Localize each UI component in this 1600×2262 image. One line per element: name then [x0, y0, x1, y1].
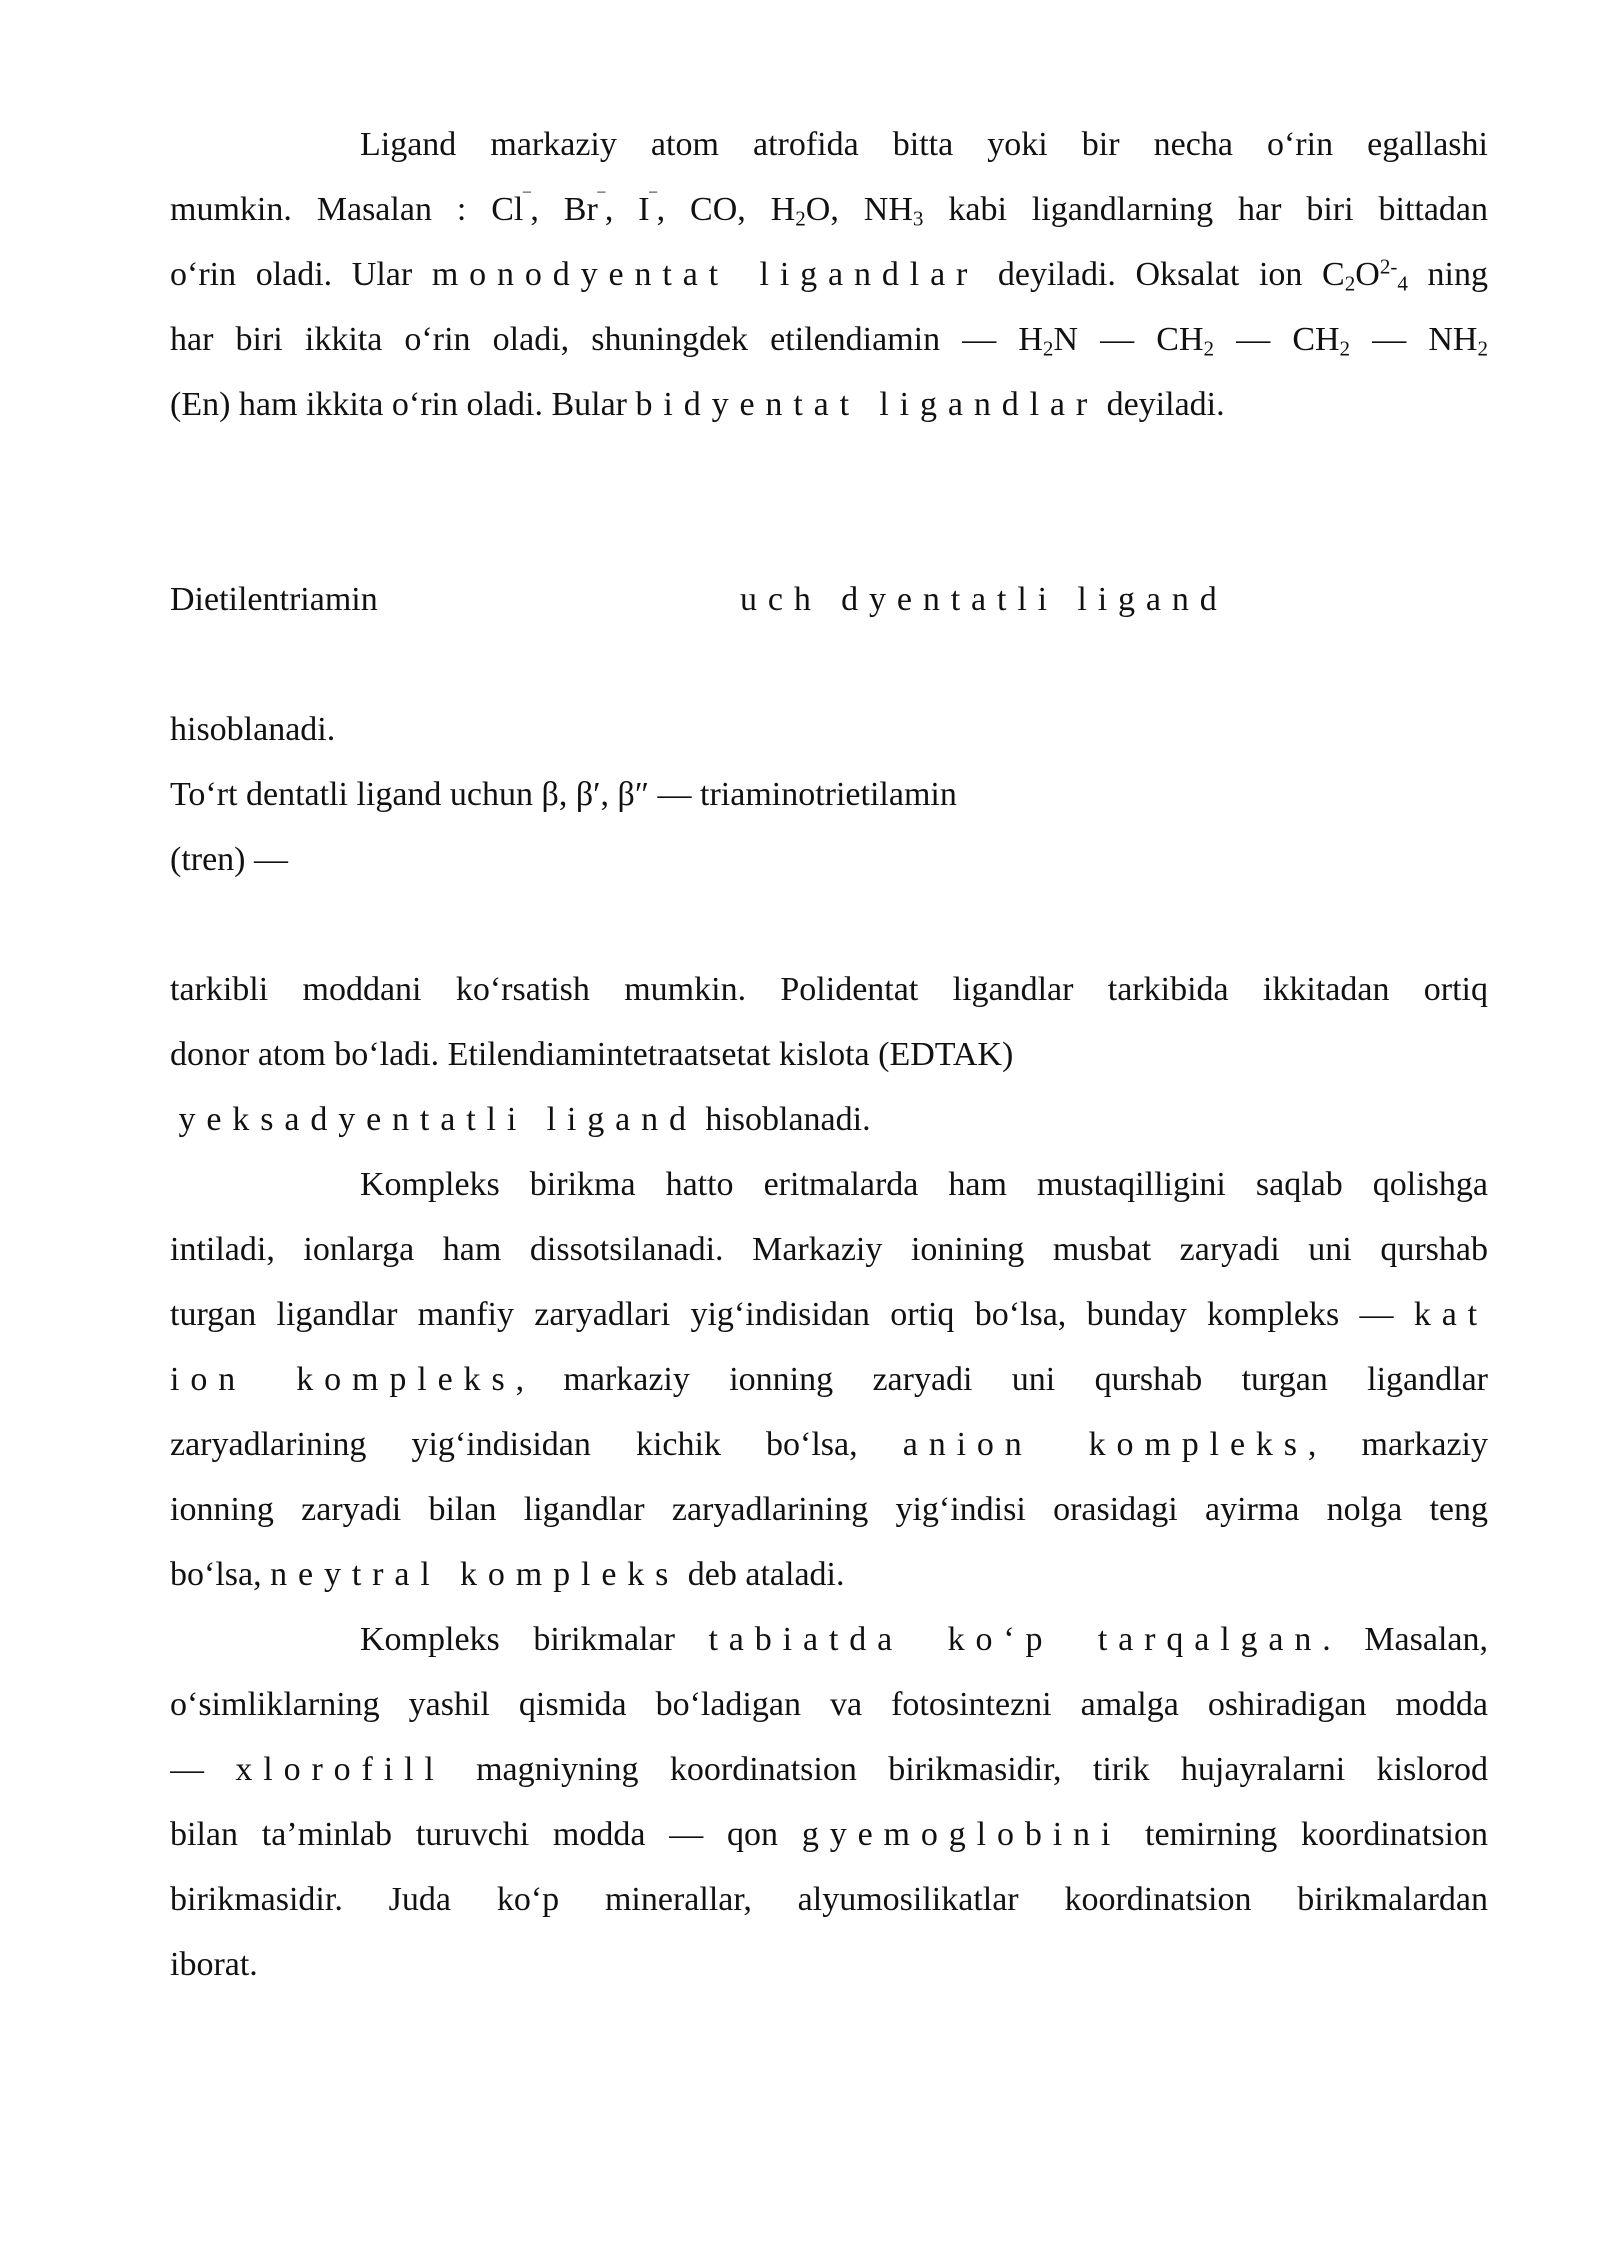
text-line: o‘rin oladi. Ular monodyentat ligandlar deyiladi. Oksalat ion $C_2O^{2-}_4$ ning [170, 254, 1488, 296]
paragraph-monodentate [170, 112, 1488, 437]
text-line: hisoblanadi. [170, 711, 336, 748]
spaced-term: anion kompleks [902, 1426, 1308, 1463]
spaced-term: xlorofill [235, 1751, 445, 1788]
text-line: (tren) — [170, 841, 289, 878]
spaced-term: tabiatda ko‘p tarqalgan [708, 1621, 1323, 1658]
text-line: ion kompleks, markaziy ionning zaryadi uni qurshab turgan ligandlar [170, 1361, 1488, 1398]
text-line: mumkin. Masalan : Cl‾, Br‾, I‾, CO, $H_2O$, $NH_3$ kabi ligandlarning har biri bittadan [170, 189, 1488, 231]
text-line: Kompleks birikma hatto eritmalarda ham mustaqilligini saqlab qolishga [360, 1166, 1488, 1203]
spaced-term: neytral kompleks [270, 1556, 680, 1593]
text-line: yeksadyentatli ligand hisoblanadi. [178, 1101, 871, 1138]
paragraph-polydentate [170, 957, 1488, 1152]
blank-space [170, 892, 1488, 957]
text-line: donor atom bo‘ladi. Etilendiamintetraatsetat kislota (EDTAK) [170, 1036, 1014, 1073]
tridentate-row [170, 567, 1488, 632]
text-line: bo‘lsa, neytral kompleks deb ataladi. [170, 1556, 845, 1593]
spaced-term: kat [1413, 1296, 1488, 1333]
document-page [170, 112, 1488, 1997]
text-line: ionning zaryadi bilan ligandlar zaryadlarining yig‘indisi orasidagi ayirma nolga teng [170, 1491, 1488, 1528]
paragraph-complex-charge [170, 1152, 1488, 1607]
dietilentriamin-label: Dietilentriamin [170, 581, 378, 618]
text-line: Ligand markaziy atom atrofida bitta yoki bir necha o‘rin egallashi [360, 126, 1488, 163]
paragraph-tetradentate [170, 697, 1488, 892]
text-line: tarkibli moddani ko‘rsatish mumkin. Polidentat ligandlar tarkibida ikkitadan ortiq [170, 971, 1488, 1008]
spaced-term: monodyentat ligandlar [431, 256, 979, 293]
text-line: birikmasidir. Juda ko‘p minerallar, alyumosilikatlar koordinatsion birikmalardan [170, 1881, 1488, 1918]
spaced-term: bidyentat ligandlar [635, 386, 1099, 423]
paragraph-nature [170, 1607, 1488, 1997]
text-line: iborat. [170, 1946, 258, 1983]
text-line: o‘simliklarning yashil qismida bo‘ladigan va fotosintezni amalga oshiradigan modda [170, 1686, 1488, 1723]
text-line: intiladi, ionlarga ham dissotsilanadi. Markaziy ionining musbat zaryadi uni qurshab [170, 1231, 1488, 1268]
blank-space [170, 437, 1488, 502]
text-line: — xlorofill magniyning koordinatsion birikmasidir, tirik hujayralarni kislorod [170, 1751, 1488, 1788]
text-line: zaryadlarining yig‘indisidan kichik bo‘lsa, anion kompleks, markaziy [170, 1426, 1488, 1463]
text-line: Kompleks birikmalar tabiatda ko‘p tarqalgan. Masalan, [360, 1621, 1488, 1658]
text-line: To‘rt dentatli ligand uchun β, β′, β″ — triaminotrietilamin [170, 776, 957, 813]
text-line: turgan ligandlar manfiy zaryadlari yig‘indisidan ortiq bo‘lsa, bunday kompleks — kat [170, 1296, 1488, 1333]
spaced-term: uch dyentatli ligand [740, 581, 1228, 618]
text-line: (En) ham ikkita o‘rin oladi. Bular bidyentat ligandlar deyiladi. [170, 386, 1225, 423]
blank-space [170, 502, 1488, 567]
text-line: har biri ikkita o‘rin oladi, shuningdek etilendiamin — $H_2N$ — $CH_2$ — $CH_2$ — $NH_2$ [170, 321, 1488, 361]
spaced-term: ion kompleks [170, 1361, 516, 1398]
spaced-term: gyemoglobini [801, 1816, 1122, 1853]
text-line: bilan ta’minlab turuvchi modda — qon gyemoglobini temirning koordinatsion [170, 1816, 1488, 1853]
blank-space [170, 632, 1488, 697]
spaced-term: yeksadyentatli ligand [178, 1101, 697, 1138]
